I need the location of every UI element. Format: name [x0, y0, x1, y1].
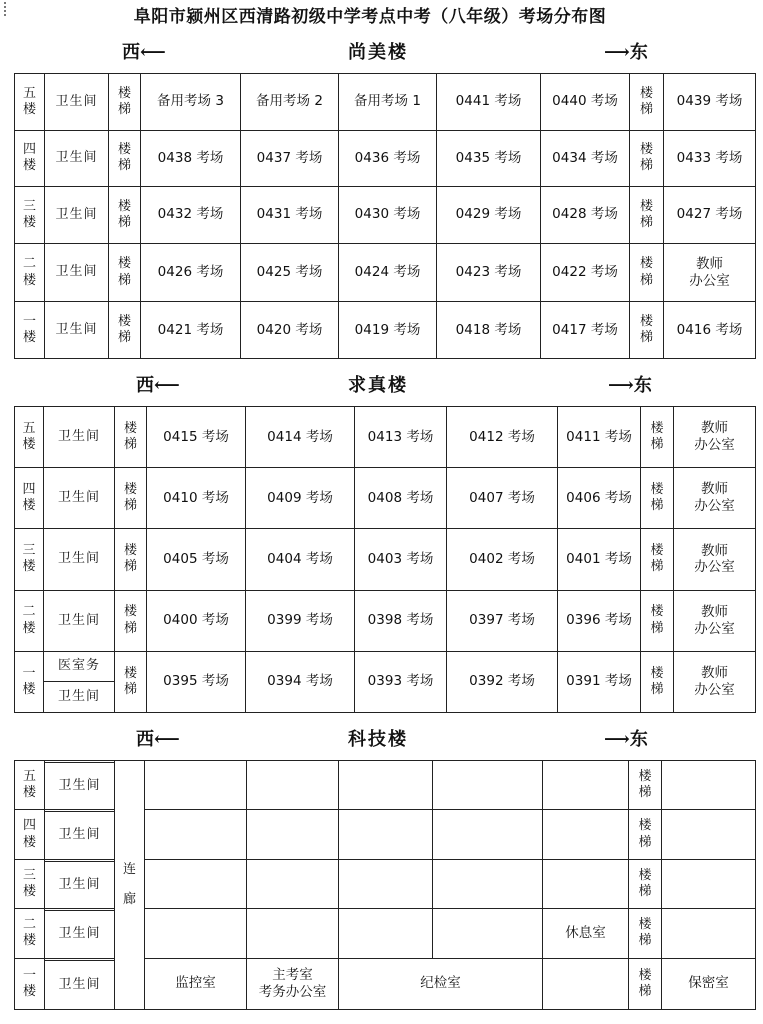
- floor-label: 三 楼: [15, 529, 44, 590]
- stairs-cell: 楼 梯: [115, 407, 147, 468]
- east-direction: ⟶东: [608, 375, 652, 396]
- room-cell: [145, 810, 247, 859]
- toilet-cell: 卫生间: [58, 976, 101, 992]
- room-cell: [339, 859, 433, 908]
- floor-label: 五 楼: [15, 407, 44, 468]
- west-split-cell: [44, 651, 115, 712]
- floor-label: 一 楼: [15, 958, 45, 1009]
- chief-exam-office-cell: 主考室 考务办公室: [247, 958, 339, 1009]
- exam-room-cell: 0401 考场: [558, 529, 641, 590]
- corridor-cell: 连 廊: [115, 761, 145, 1010]
- stairs-cell: 楼 梯: [629, 859, 662, 908]
- west-split-cell: [45, 761, 115, 810]
- room-cell: [145, 859, 247, 908]
- exam-room-cell: 0414 考场: [246, 407, 355, 468]
- exam-room-cell: 0408 考场: [355, 468, 447, 529]
- toilet-cell: 卫生间: [44, 590, 115, 651]
- stairs-cell: 楼 梯: [629, 810, 662, 859]
- building-header-shangmei: [0, 38, 763, 62]
- floor-label: 一 楼: [15, 302, 45, 359]
- floor-label: 四 楼: [15, 810, 45, 859]
- toilet-cell: 卫生间: [45, 130, 109, 187]
- stairs-cell: 楼 梯: [109, 74, 141, 131]
- room-cell: [433, 810, 543, 859]
- east-room-cell: [662, 761, 756, 810]
- exam-room-cell: 0430 考场: [339, 187, 437, 244]
- exam-room-cell: 备用考场 3: [141, 74, 241, 131]
- floor-label: 二 楼: [15, 243, 45, 302]
- room-cell: [433, 761, 543, 810]
- exam-room-cell: 0394 考场: [246, 651, 355, 712]
- exam-room-cell: 0419 考场: [339, 302, 437, 359]
- toilet-cell: 卫生间: [44, 468, 115, 529]
- exam-room-cell: 0424 考场: [339, 243, 437, 302]
- floor-label: 三 楼: [15, 187, 45, 244]
- floor-row: [15, 590, 756, 651]
- floor-label: 二 楼: [15, 590, 44, 651]
- west-split-cell: [45, 810, 115, 859]
- exam-room-cell: 0426 考场: [141, 243, 241, 302]
- room-cell: [247, 761, 339, 810]
- exam-room-cell: 0421 考场: [141, 302, 241, 359]
- exam-room-cell: 0413 考场: [355, 407, 447, 468]
- exam-room-cell: 0404 考场: [246, 529, 355, 590]
- west-split-cell: [45, 859, 115, 908]
- stairs-cell: 楼 梯: [109, 302, 141, 359]
- stairs-cell: 楼 梯: [641, 407, 674, 468]
- floor-label: 三 楼: [15, 859, 45, 908]
- stairs-cell: 楼 梯: [629, 958, 662, 1009]
- exam-room-cell: 0415 考场: [147, 407, 246, 468]
- east-direction: ⟶东: [604, 42, 648, 63]
- building-name: 求真楼: [348, 375, 408, 396]
- exam-room-cell: 0428 考场: [541, 187, 630, 244]
- page-title: 阜阳市颍州区西清路初级中学考点中考（八年级）考场分布图: [133, 7, 607, 27]
- exam-room-cell: 0397 考场: [447, 590, 558, 651]
- building-name: 科技楼: [348, 729, 408, 750]
- stairs-cell: 楼 梯: [630, 302, 664, 359]
- stairs-cell: 楼 梯: [115, 468, 147, 529]
- west-direction: 西⟵: [122, 42, 166, 63]
- building-name: 尚美楼: [348, 42, 408, 63]
- toilet-cell: 卫生间: [44, 407, 115, 468]
- exam-room-cell: 0436 考场: [339, 130, 437, 187]
- east-room-cell: 教师 办公室: [674, 590, 756, 651]
- floor-row: [15, 74, 756, 131]
- exam-room-cell: 备用考场 2: [241, 74, 339, 131]
- east-room-cell: 0427 考场: [664, 187, 756, 244]
- stairs-cell: 楼 梯: [630, 130, 664, 187]
- exam-room-cell: 0412 考场: [447, 407, 558, 468]
- room-cell: [145, 761, 247, 810]
- exam-room-cell: 0396 考场: [558, 590, 641, 651]
- toilet-cell: 卫生间: [45, 302, 109, 359]
- exam-room-cell: 0438 考场: [141, 130, 241, 187]
- exam-room-cell: 0420 考场: [241, 302, 339, 359]
- east-room-cell: 教师 办公室: [674, 468, 756, 529]
- stairs-cell: 楼 梯: [115, 529, 147, 590]
- room-cell: [339, 810, 433, 859]
- stairs-cell: 楼 梯: [630, 243, 664, 302]
- exam-room-cell: 0403 考场: [355, 529, 447, 590]
- floor-row: [15, 529, 756, 590]
- exam-room-cell: 0423 考场: [437, 243, 541, 302]
- stairs-cell: 楼 梯: [641, 651, 674, 712]
- exam-room-cell: 0434 考场: [541, 130, 630, 187]
- exam-room-cell: 0441 考场: [437, 74, 541, 131]
- shangmei-floor-table: [14, 73, 756, 359]
- east-room-cell: [662, 810, 756, 859]
- room-cell: [543, 859, 629, 908]
- stairs-cell: 楼 梯: [115, 590, 147, 651]
- stairs-cell: 楼 梯: [630, 187, 664, 244]
- exam-room-cell: 0429 考场: [437, 187, 541, 244]
- confidential-room-cell: 保密室: [662, 958, 756, 1009]
- exam-room-cell: 0398 考场: [355, 590, 447, 651]
- west-direction: 西⟵: [136, 375, 180, 396]
- floor-label: 五 楼: [15, 74, 45, 131]
- east-room-cell: [662, 859, 756, 908]
- toilet-cell: 卫生间: [58, 827, 101, 843]
- exam-room-cell: 0407 考场: [447, 468, 558, 529]
- east-room-cell: 0439 考场: [664, 74, 756, 131]
- floor-row: [15, 761, 756, 810]
- room-cell: [145, 909, 247, 958]
- east-direction: ⟶东: [604, 729, 648, 750]
- stairs-cell: 楼 梯: [109, 243, 141, 302]
- toilet-cell: 卫生间: [44, 529, 115, 590]
- floor-label: 四 楼: [15, 130, 45, 187]
- room-cell: [543, 958, 629, 1009]
- room-cell: [339, 761, 433, 810]
- toilet-cell: 卫生间: [45, 187, 109, 244]
- floor-row: [15, 651, 756, 712]
- east-room-cell: 0416 考场: [664, 302, 756, 359]
- floor-label: 二 楼: [15, 909, 45, 958]
- building-header-keji: [0, 725, 763, 749]
- exam-room-cell: 0431 考场: [241, 187, 339, 244]
- room-cell: [543, 810, 629, 859]
- west-split-cell: [45, 958, 115, 1009]
- floor-row: [15, 243, 756, 302]
- room-cell: [433, 909, 543, 958]
- exam-room-cell: 0406 考场: [558, 468, 641, 529]
- exam-room-cell: 0422 考场: [541, 243, 630, 302]
- exam-room-cell: 0411 考场: [558, 407, 641, 468]
- exam-room-cell: 0425 考场: [241, 243, 339, 302]
- exam-room-cell: 0410 考场: [147, 468, 246, 529]
- west-direction: 西⟵: [136, 729, 180, 750]
- medical-room-cell: 医室务: [44, 652, 114, 682]
- stairs-cell: 楼 梯: [630, 74, 664, 131]
- exam-room-cell: 0392 考场: [447, 651, 558, 712]
- toilet-cell: 卫生间: [58, 926, 101, 942]
- floor-label: 四 楼: [15, 468, 44, 529]
- exam-room-cell: 0395 考场: [147, 651, 246, 712]
- exam-room-cell: 0432 考场: [141, 187, 241, 244]
- stairs-cell: 楼 梯: [109, 130, 141, 187]
- exam-room-cell: 0409 考场: [246, 468, 355, 529]
- floor-label: 五 楼: [15, 761, 45, 810]
- east-room-cell: 0433 考场: [664, 130, 756, 187]
- stairs-cell: 楼 梯: [641, 468, 674, 529]
- exam-room-cell: 0393 考场: [355, 651, 447, 712]
- floor-row: [15, 468, 756, 529]
- exam-room-cell: 0400 考场: [147, 590, 246, 651]
- east-room-cell: 教师 办公室: [664, 243, 756, 302]
- exam-room-cell: 0418 考场: [437, 302, 541, 359]
- toilet-cell: 卫生间: [57, 689, 100, 705]
- discipline-room-cell: 纪检室: [339, 958, 543, 1009]
- stairs-cell: 楼 梯: [115, 651, 147, 712]
- floor-row: [15, 130, 756, 187]
- monitor-room-cell: 监控室: [145, 958, 247, 1009]
- keji-floor-table: [14, 760, 756, 1010]
- room-cell: [339, 909, 433, 958]
- floor-row: [15, 302, 756, 359]
- exam-room-cell: 0391 考场: [558, 651, 641, 712]
- floor-row: [15, 187, 756, 244]
- exam-room-cell: 0435 考场: [437, 130, 541, 187]
- room-cell: [247, 810, 339, 859]
- stairs-cell: 楼 梯: [641, 529, 674, 590]
- room-cell: [247, 909, 339, 958]
- toilet-cell: 卫生间: [58, 876, 101, 892]
- floor-row: [15, 407, 756, 468]
- exam-room-cell: 0405 考场: [147, 529, 246, 590]
- exam-room-cell: 备用考场 1: [339, 74, 437, 131]
- exam-room-cell: 0399 考场: [246, 590, 355, 651]
- room-cell: [543, 761, 629, 810]
- room-cell: [247, 859, 339, 908]
- exam-room-cell: 0417 考场: [541, 302, 630, 359]
- stairs-cell: 楼 梯: [109, 187, 141, 244]
- east-room-cell: 教师 办公室: [674, 651, 756, 712]
- stairs-cell: 楼 梯: [641, 590, 674, 651]
- exam-room-cell: 0402 考场: [447, 529, 558, 590]
- floor-label: 一 楼: [15, 651, 44, 712]
- stairs-cell: 楼 梯: [629, 909, 662, 958]
- toilet-cell: 卫生间: [45, 74, 109, 131]
- toilet-cell: 卫生间: [58, 778, 101, 794]
- east-room-cell: 教师 办公室: [674, 529, 756, 590]
- exam-room-cell: 0440 考场: [541, 74, 630, 131]
- rest-room-cell: 休息室: [543, 909, 629, 958]
- stairs-cell: 楼 梯: [629, 761, 662, 810]
- east-room-cell: [662, 909, 756, 958]
- west-split-cell: [45, 909, 115, 958]
- east-room-cell: 教师 办公室: [674, 407, 756, 468]
- exam-room-cell: 0437 考场: [241, 130, 339, 187]
- qiuzhen-floor-table: [14, 406, 756, 713]
- room-cell: [433, 859, 543, 908]
- building-header-qiuzhen: [0, 371, 763, 395]
- toilet-cell: 卫生间: [45, 243, 109, 302]
